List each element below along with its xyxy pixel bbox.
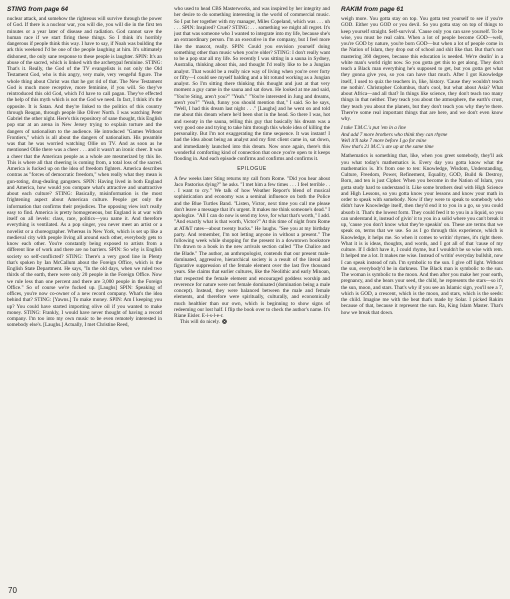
column-left-text: nuclear attack, and somehow the righteous will survive through the power of God. If there is a nuclear war, you will die, you will die in the first ten minutes or a year later of disease and radiation. God cannot save the human race if we start firing these things. So I think it's horribly dangerous if people think this way. I have to say, if Noah was building the ark this weekend I'd be one of the people laughing at him. It's ultimately dishonest, the only sane response to these people is laughter. SPIN: It's an abuse of the sacred, which is linked with the archetypal feminine. STING: That's it. Really, the God of the TV evangelists is not only the Old Testament God, who is this angry, very male, very vengeful figure. The whole thing about Christ was that he got rid of that. The New Testament God is much more receptive, more feminine, if you will. So they've reintroduced this old God, which I'd have to call pagan. They've effected the help of this myth which is not the God we need. In fact, I think it's the opposite. It is Satan. And they're linked to the politics of this country through Reagan, through people like Oliver North. I was watching Peter Gabriel the other night. Here's this repository of sane thought, this English pop star at an arena in New Jersey trying to explain torture and the dangers of nationalism to the audience. He introduced "Games Without Frontiers," which is all about the dangers of nationalism. His preamble was that he was worried watching Ollie on TV. And as soon as he mentioned Ollie there was a cheer . . . and it wasn't an ironic cheer. It was a cheer that the American people as a whole are mesmerized by this lie. This is where all that cheering is coming from, a total loss of the sacred. America is fucked up on the idea of freedom fighters. America describes contras as "forces of democratic freedom," when really what they mean is gun-toting, drug-dealing gangsters. SPIN: Having lived in both England and America, how would you compare what's attractive and unattractive about each culture? STING: Basically, misinformation is the most frightening aspect about American culture. People get only the information that confirms their prejudices. The opposing view isn't really easy to find. America is pretty homogeneous, but England is at war with itself on all levels: class, race, politics—you name it. And therefore everything is ventilated. As a pop singer, you never meet an artist or a novelist or a choreographer. Whereas in New York, which is set up like a medieval city with people living all around each other, everybody gets to know each other. You're constantly being exposed to artists from a different line of work and there are no barriers. SPIN: So why is English society so self-conflicted? STING: There's a very good line in Plenty that's spoken by Ian McCallum about the Foreign Office, which is the English State Department. He says, "In the old days, when we ruled two thirds of the earth, there were only 20 people in the Foreign Office. Now we rule less than one percent and there are 3,000 people in the Foreign Office." So of course we're fucked up. [Laughs] SPIN: Speaking of offices, you're now co-owner of a new record company. What's the idea behind that? STING: [Yawns.] To make money. SPIN: Am I keeping you up? You could have started importing olive oil if you wanted to make money. STING: Frankly, I would have never thought of having a record company. I'm too into my own music to be even remotely interested in somebody else's. [Laughs.] Actually, I met Christine Reed,	[7, 16, 162, 329]
continuation-header-sting: STING from page 64	[7, 6, 69, 13]
column-right-text-b: Mathematics is something that, like, when you greet somebody, they'll ask you what today's mathematics is. Every day you gotta know what the mathematics is. It's from one to ten: Knowledge, Wisdom, Understanding, Culture, Freedom, Power, Refinement, Equality, GOD, Build & Destroy, Born, and ten is just Cipher. When you become in the Nation of Islam, you gotta study hard to understand it. Like some brothers deal with High Science and High Lessons, so you gotta know your lessons and know your math in order to speak with somebody. Now if they were to speak to somebody who didn't have Knowledge itself, then they'd end it to you in a go, so you could absorb it. That's the lowest form. They could feed it to you in a liquid, so you can understand it, instead of givin' it to you in a solid where you can't break it up, 'cause you don't know what they're speakin' on. These are terms that we speak on, terms that we use. So as I go through this experience, which is Knowledge, it helps me. So when it comes to writin' rhymes, it's right there. What it is is ideas, thoughts, and words, and I got all of that 'cause of my culture. If I didn't have it, I could rhyme, but I wouldn't be so wise with rem. It helped me a lot. It makes me wise. Instead of writin' everyday bullshit, now I can speak instead of rah. I'm symbolic to the sun. I give off light. Without the sun, everybody'd be in darkness. The Black man is symbolic to the sun. The woman is symbolic to the moon. And then after you make her your earth, pregnancy, and she bears your seed, the child, he represents the stars—so it's the sun, moon, and stars. That's why if you see an Islamic sign, you'll see a 7, which is GOD, a crescent, which is the moon, and stars, which is the seeds: the child. Imagine me with the beat that's made by Solar. I picked Rakim because of that, because it represent the sun. Ra, King Islam Master. That's how we break that down.	[341, 153, 503, 316]
column-right	[341, 6, 503, 580]
epilogue-text: A few weeks later Sting returns my call from Rome. "Did you hear about Jaco Pastorius dying?" he asks. "I met him a few times . . . I feel terrible . . . I want to cry." We talk of how Weather Report's blend of musical sophistication and economy was a seminal influence on both the Police and the Blue Turtles Band. "Listen, Victor, next time you call me please don't leave a message that it's urgent. It makes me think someone's dead." I apologize. "All I can do now is send my love, for what that's worth," I add. "And exactly what is that worth, Victor?" At this time of night from Rome at AT&T rates—about twenty bucks." He laughs. "See you at my birthday party. And remember, I'm not letting anyone in without a present." The following week while shopping for the present in a downtown bookstore I'm drawn to a book in the new arrivals section called "The Chalice and the Blade." The author, an anthropologist, contends that our present male-dominated, aggressive, hierarchical society is a result of the literal and figurative suppression of the female element over the last five thousand years. She claims that earlier cultures, like the Neolithic and early Minoan, that respected the female element and encouraged goddess worship and reverence for nature were not female dominated (domination being a male concept). Instead, they were balanced between the male and female elements, and therefore were spiritually, culturally, and economically much healthier than our own, which is beginning to show signs of redeeming our lost half. I flip the book over to check the author's name. It's Riane Eisler. E-i-s-l-e-r.	[174, 175, 330, 319]
lyric-line: Well it'll take 7 more before I go for mine	[341, 137, 427, 144]
column-right-text-a: weigh more. You gotta stay on top. You gotta test yourself to see if you're GOD. Either you GOD or you devil. So you gotta stay on top of things to keep yourself straight. Self-survival. 'Cause only you can save yourself. To be wise, you must be real calm. When a lot of people become GOD—well, you're GOD by nature, you're born GOD—but when a lot of people come in the Nation of Islam, they drop out of school and shit like that. But that's not mastering 360 degrees, because this education is needed. We're dealin' in a white man's world right now. So you gotta get this to get along. They don't teach a Black man everything he's supposed to get, but you gotta get what they gonna give you, so you can have that much. After I got Knowledge itself, I used to quiz the teachers in, like, history. 'Cause they wouldn't teach me nothin'. Christopher Columbus, that's cool, but what about Asia? What about Africa—and all that? In things like science, they don't teach too many things in that neither. They teach you about the atmosphere, the earth's crust, they teach you about the planets, but they don't teach you why they're there. There're some real important things that are here, and we don't even know why.	[341, 16, 503, 122]
column-middle	[174, 6, 330, 590]
column-left	[7, 6, 162, 584]
continuation-header-rakim: RAKIM from page 61	[341, 6, 404, 13]
end-mark-icon	[222, 319, 227, 324]
closing-line-wrap	[174, 319, 330, 325]
lyric-line: And add 7 more brothers who think they can rhyme	[341, 131, 448, 138]
closing-line: This will do nicely.	[180, 319, 221, 326]
page-number: 70	[8, 586, 17, 595]
column-middle-text: who used to head CBS Masterworks, and was inspired by her integrity and her desire to do something interesting in the world of commercial music. So I put her together with my manager, Miles Copeland, which was . . . uh . . . SPIN: Inspired? Cruel? STING: . . . something we might all regret. It's just that was someone who I wanted to integrate into my life, because she's an extraordinary person. I'm an executive in the company, but I feel more like the mascot, really. SPIN: Could you envision yourself doing something other than music when you're older? STING: I don't really want to be a pop star all my life. So recently I was sitting in a sauna in Sydney, Australia, thinking about this, and thought I'd really like to be a Jungian analyst. That would be a really nice way of living when you're over forty or fifty—I could see myself balding and a bit rotund working as a Jungian analyst. So I'm sitting there thinking this thought and just at that very moment a guy came in the sauna and sat down. He looked at me and said, "You're Sting, aren't you?" "Yeah." "You're interested in Jung and dreams, aren't you?" "Yeah, funny you should mention that," I said. So he says, "Well, I had this dream last night . . ." [Laughs] and he went on and told me about this dream where he'd been shot in the head. So there I was, hot and sweaty in the sauna, telling this guy that basically his dream was a very good one and trying to take him through this whole idea of killing the personality. But I'm not exaggerating the time sequence. It was instant! I had the idea about being an analyst and my first client came in, sat down, and immediately launched into this dream. Now once again, there's this wonderful comforting kind of connection that once you're open to it keeps flooding in. And each episode confirms and confirms and confirms it.	[174, 6, 330, 162]
lyric-line: Now that's 21 M.C.'s ate up at the same time	[341, 144, 434, 150]
lyric-line: I take T.M.C.'s put 'em in a line	[341, 125, 406, 132]
lyrics-block	[341, 125, 503, 150]
epilogue-heading: EPILOGUE	[237, 166, 267, 173]
